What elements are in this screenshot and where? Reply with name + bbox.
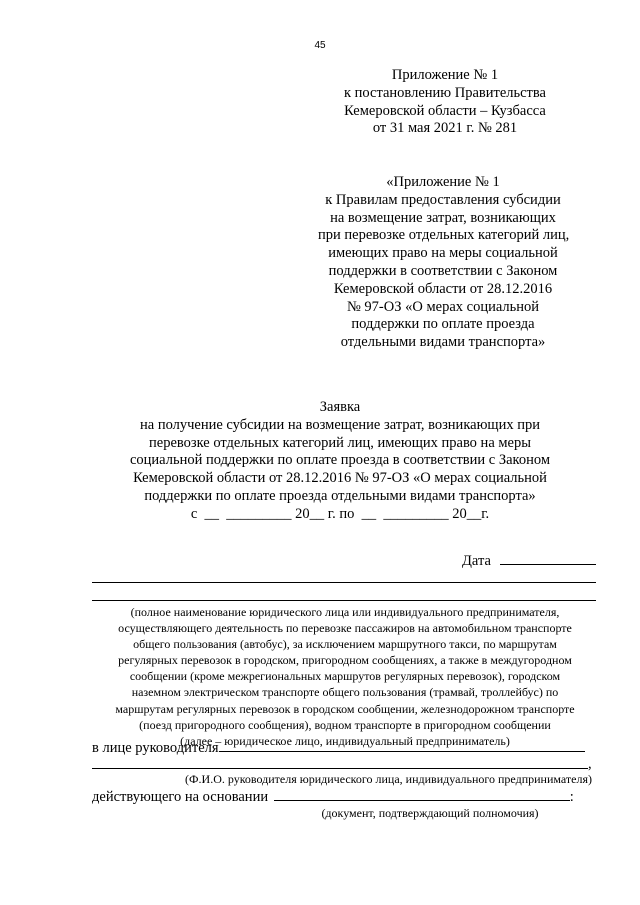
head-comma: ,: [588, 756, 592, 772]
entity-name-line-1[interactable]: [92, 582, 596, 583]
application-line: поддержки по оплате проезда отдельными видами транспорта»: [144, 487, 536, 504]
entity-caption-line: маршрутам регулярных перевозок в городском сообщении, железнодорожном транспорте: [115, 701, 575, 716]
entity-caption-line: осуществляющего деятельность по перевозке пассажиров на автомобильном транспорте: [118, 621, 572, 636]
page-number: 45: [314, 40, 326, 51]
head-label: в лице руководителя: [92, 740, 219, 756]
entity-name-line-2[interactable]: [92, 600, 596, 601]
rules-appendix-line: имеющих право на меры социальной: [328, 245, 558, 262]
head-name-line-2[interactable]: [92, 768, 588, 769]
application-line: на получение субсидии на возмещение затрат, возникающих при: [140, 416, 540, 433]
appendix-header-line: Кемеровской области – Кузбасса: [344, 102, 546, 119]
entity-caption-line: (далее – юридическое лицо, индивидуальный предприниматель): [180, 733, 510, 748]
rules-appendix-line: к Правилам предоставления субсидии: [325, 191, 561, 208]
basis-caption: (документ, подтверждающий полномочия): [321, 806, 539, 820]
period-line: с __ _________ 20__ г. по __ _________ 20__г.: [190, 505, 490, 522]
head-name-field[interactable]: [219, 739, 585, 752]
date-label: Дата: [462, 553, 491, 569]
appendix-header-line: к постановлению Правительства: [344, 84, 546, 101]
rules-appendix-line: отдельными видами транспорта»: [340, 334, 546, 351]
entity-caption-line: (поезд пригородного сообщения), водном транспорте в пригородном сообщении: [139, 717, 551, 732]
head-caption: (Ф.И.О. руководителя юридического лица, индивидуального предпринимателя): [185, 772, 592, 786]
basis-label: действующего на основании: [92, 789, 269, 805]
application-line: социальной поддержки по оплате проезда в соответствии с Законом: [129, 452, 551, 469]
rules-appendix-line: при перевозке отдельных категорий лиц,: [318, 227, 570, 244]
appendix-header-line: от 31 мая 2021 г. № 281: [372, 120, 518, 137]
application-line: Кемеровской области от 28.12.2016 № 97-ОЗ «О мерах социальной: [133, 470, 547, 487]
entity-caption-line: регулярных перевозок в городском, пригородном сообщениях, а также в междугородном: [118, 653, 572, 668]
entity-caption-line: общего пользования (автобус), за исключением маршрутного такси, по маршрутам: [133, 637, 557, 652]
basis-document-field[interactable]: [274, 788, 570, 801]
entity-caption: [90, 604, 600, 749]
basis-colon: :: [569, 789, 574, 805]
rules-appendix: [318, 174, 568, 352]
application-title-block: [100, 399, 580, 524]
rules-appendix-line: поддержки в соответствии с Законом: [328, 262, 558, 279]
head-row: [92, 739, 585, 757]
entity-caption-line: наземном электрическом транспорте общего пользования (трамвай, троллейбус) по: [131, 685, 559, 700]
application-line: перевозке отдельных категорий лиц, имеющих право на меры: [149, 434, 531, 451]
rules-appendix-line: на возмещение затрат, возникающих: [330, 209, 556, 226]
rules-appendix-line: «Приложение № 1: [386, 174, 500, 190]
appendix-header-line: Приложение № 1: [391, 67, 499, 83]
rules-appendix-line: поддержки по оплате проезда: [351, 316, 535, 333]
appendix-header: [340, 67, 550, 138]
application-title: Заявка: [319, 399, 361, 415]
entity-caption-line: (полное наименование юридического лица или индивидуального предпринимателя,: [130, 605, 560, 619]
entity-caption-line: сообщении (кроме межрегиональных маршрутов регулярных перевозок), городском: [129, 669, 561, 684]
date-field[interactable]: [500, 552, 596, 565]
date-row: [462, 552, 596, 570]
basis-row: [92, 788, 574, 806]
rules-appendix-line: № 97-ОЗ «О мерах социальной: [346, 298, 540, 315]
rules-appendix-line: Кемеровской области от 28.12.2016: [333, 280, 553, 297]
